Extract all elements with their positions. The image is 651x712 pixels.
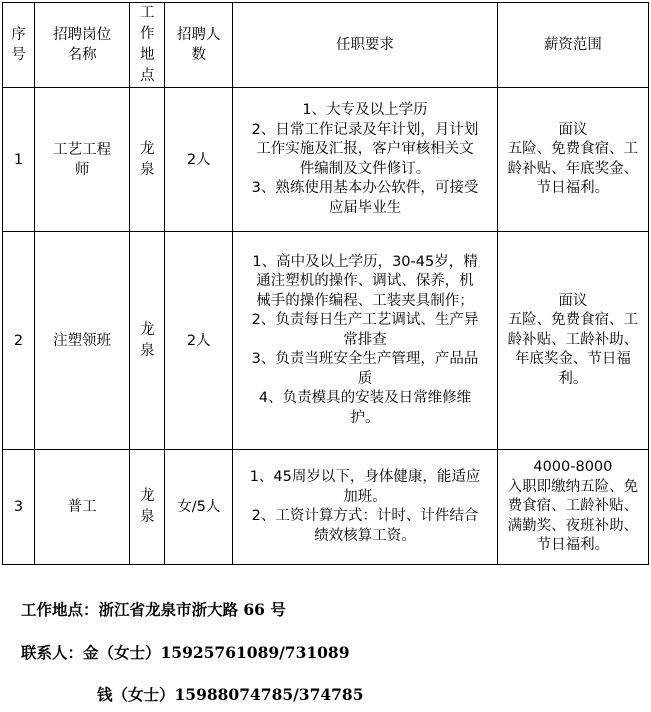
header-salary: 薪资范围 <box>497 3 648 88</box>
contact-person-2: 钱（女士）15988074785/374785 <box>97 685 364 704</box>
contact-person-1: 联系人：金（女士）15925761089/731089 <box>21 643 350 662</box>
header-count: 招聘人 数 <box>165 3 233 88</box>
row-salary: 4000-8000 入职即缴纳五险、免 费食宿、工龄补贴、 满勤奖、夜班补助、 节日福利。 <box>497 450 648 565</box>
row-position: 工艺工程 师 <box>35 88 130 232</box>
header-location: 工 作 地 点 <box>130 3 165 88</box>
header-requirements: 任职要求 <box>233 3 497 88</box>
row-no: 3 <box>3 450 35 565</box>
row-position: 普工 <box>35 450 130 565</box>
row-count: 2人 <box>165 232 233 450</box>
row-salary: 面议 五险、免费食宿、工 龄补贴、年底奖金、 节日福利。 <box>497 88 648 232</box>
row-no: 1 <box>3 88 35 232</box>
row-count: 2人 <box>165 88 233 232</box>
row-requirements: 1、45周岁以下，身体健康，能适应 加班。 2、工资计算方式：计时、计件结合 绩效核算工资。 <box>233 450 497 565</box>
work-address: 工作地点：浙江省龙泉市浙大路 66 号 <box>21 600 286 619</box>
row-no: 2 <box>3 232 35 450</box>
row-requirements: 1、高中及以上学历，30-45岁，精 通注塑机的操作、调试、保养，机 械手的操作编程、工装夹具制作； 2、负责每日生产工艺调试、生产异 常排查 3、负责当班安全生产管理，产品品 质 4、负责模具的安装及日常维修维 护。 <box>233 232 497 450</box>
recruitment-table <box>2 2 649 565</box>
row-count: 女/5人 <box>165 450 233 565</box>
row-requirements: 1、大专及以上学历 2、日常工作记录及年计划，月计划 工作实施及汇报，客户审核相关文 件编制及文件修订。 3、熟练使用基本办公软件，可接受 应届毕业生 <box>233 88 497 232</box>
header-position: 招聘岗位 名称 <box>35 3 130 88</box>
row-location: 龙 泉 <box>130 88 165 232</box>
row-location: 龙 泉 <box>130 232 165 450</box>
header-no: 序 号 <box>3 3 35 88</box>
row-salary: 面议 五险、免费食宿、工 龄补贴、工龄补助、 年底奖金、节日福 利。 <box>497 232 648 450</box>
row-position: 注塑领班 <box>35 232 130 450</box>
row-location: 龙 泉 <box>130 450 165 565</box>
table-row <box>3 88 649 232</box>
table-header-row <box>3 3 649 88</box>
table-row <box>3 232 649 450</box>
table-row <box>3 450 649 565</box>
